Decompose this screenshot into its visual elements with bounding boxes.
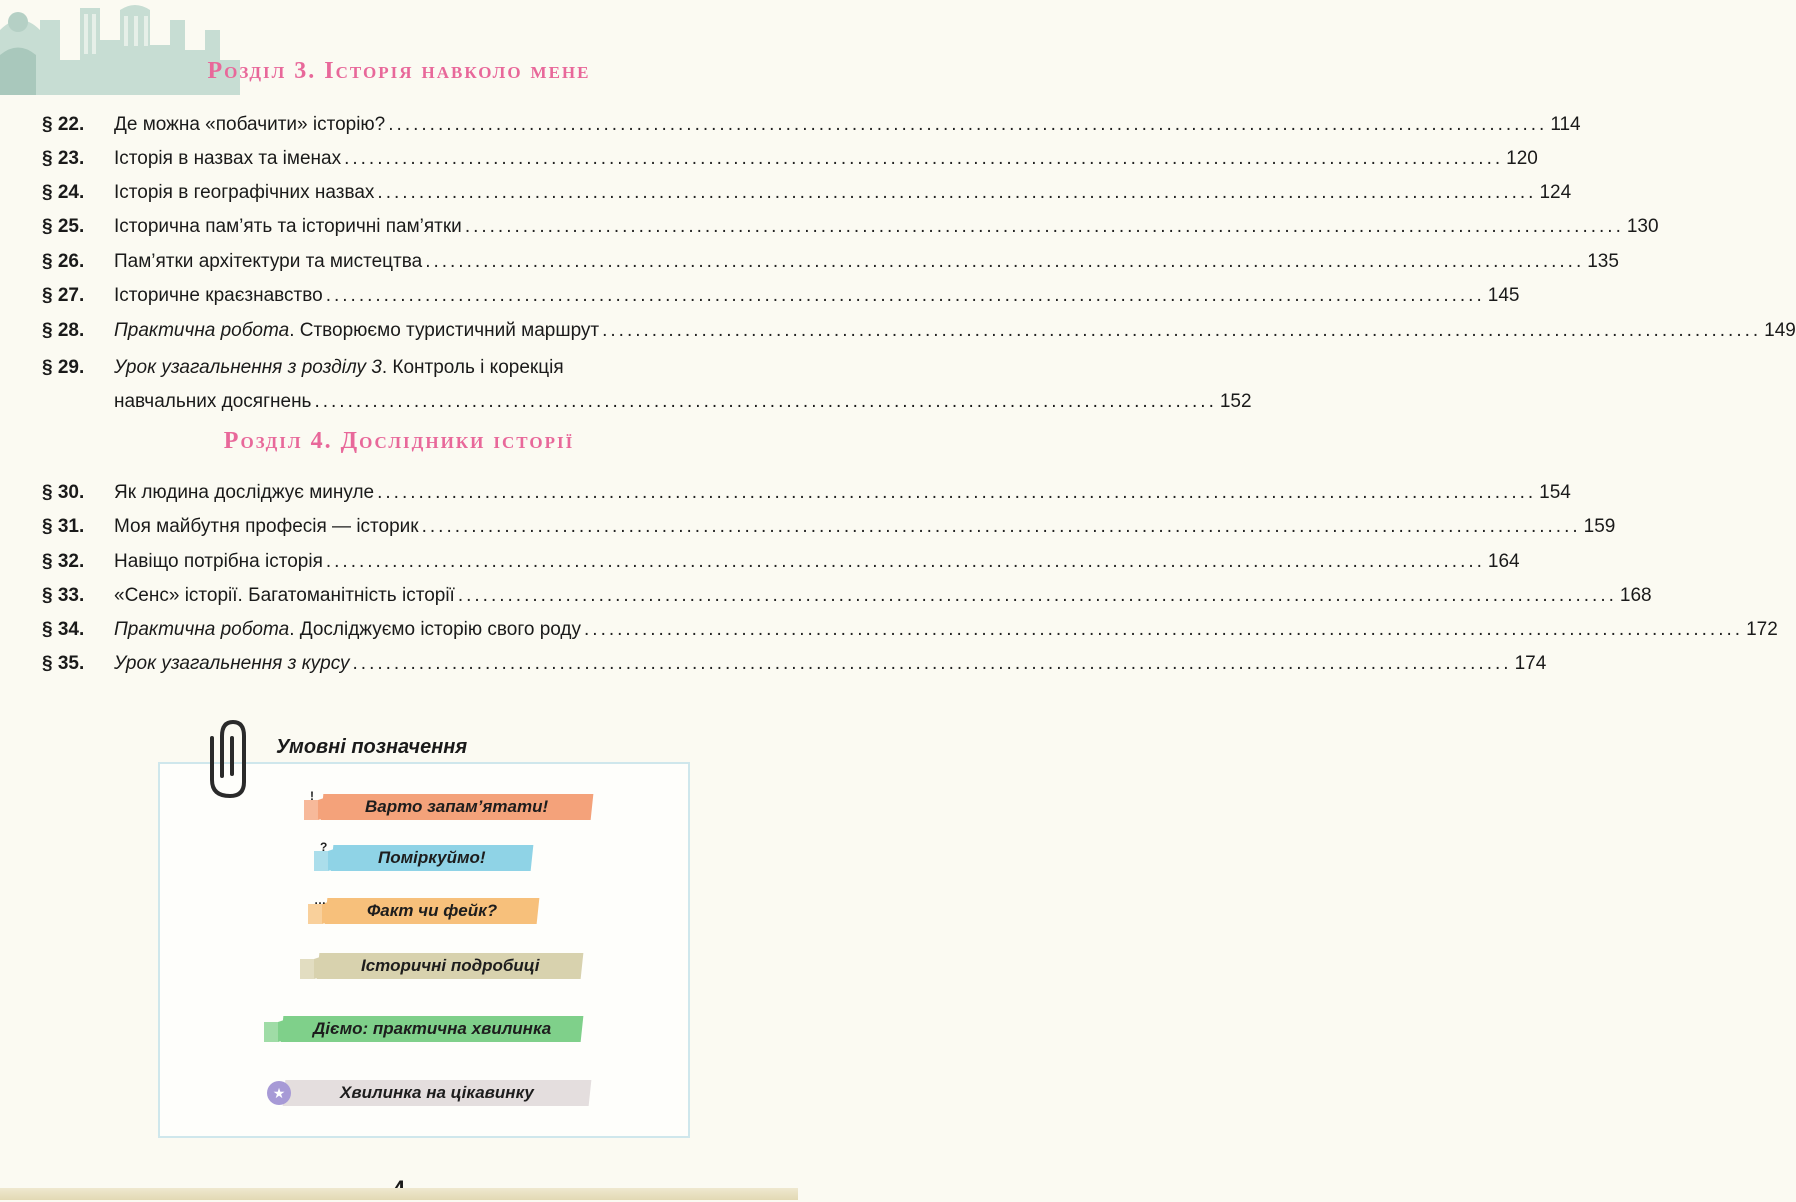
toc-entry-title <box>114 652 350 676</box>
legend-heading: Умовні позначення <box>276 736 468 758</box>
toc-entry-title-italic: Урок узагальнення з курсу <box>114 653 350 674</box>
toc-entry-page: 114 <box>1550 114 1581 135</box>
toc-entry-page: 164 <box>1487 551 1520 572</box>
toc-entry-number: § 31. <box>42 516 85 537</box>
toc-leader-dots: ............................................................................................................................................ <box>464 216 1624 237</box>
toc-leader-dots: ............................................................................................................................................ <box>325 551 1485 572</box>
toc-entry-page: 149 <box>1764 320 1796 341</box>
legend-label-bar <box>331 845 534 871</box>
legend-label-bar <box>283 1080 592 1106</box>
toc-entry-page: 154 <box>1539 482 1571 503</box>
legend-label: Варто запам’ятати! <box>365 797 549 816</box>
legend-label: Поміркуймо! <box>378 848 486 867</box>
toc-entry-page: 145 <box>1487 285 1520 306</box>
toc-entry-title-rest: . Досліджуємо історію свого роду <box>289 619 582 640</box>
star-circle-icon <box>262 1078 296 1108</box>
toc-entry-title: . Контроль і корекція <box>381 357 564 378</box>
legend-label-bar <box>317 953 584 979</box>
legend-label-bar <box>325 898 540 924</box>
legend-label: Факт чи фейк? <box>366 901 498 920</box>
legend-label-bar <box>321 794 594 820</box>
toc-leader-dots: ............................................................................................................. <box>314 391 1217 412</box>
svg-text:?: ? <box>320 840 328 854</box>
toc-entry[interactable] <box>42 618 1778 642</box>
toc-leader-dots: ............................................................................................................................................ <box>377 482 1537 503</box>
toc-entry-number: § 24. <box>42 182 85 203</box>
toc-entry-number: § 34. <box>42 619 85 640</box>
toc-entry-title: Пам’ятки архітектури та мистецтва <box>114 251 423 272</box>
toc-entry-title-rest: . Створюємо туристичний маршрут <box>289 320 600 341</box>
toc-entry-title: Історичне краєзнавство <box>114 285 323 306</box>
toc-entry[interactable] <box>42 181 1572 205</box>
toc-entry-title: Історія в географічних назвах <box>114 182 375 203</box>
legend-label: Історичні подробиці <box>360 956 540 975</box>
toc-entry-page: 174 <box>1514 653 1547 674</box>
legend-label: Діємо: практична хвилинка <box>312 1019 552 1038</box>
toc-entry-number: § 28. <box>42 320 85 341</box>
section-4-title: Розділ 4. Дослідники історії <box>223 428 575 454</box>
toc-entry-title-italic: Урок узагальнення з розділу 3 <box>114 357 382 378</box>
flag-cube-icon <box>296 951 330 981</box>
toc-entry-title: Як людина досліджує минуле <box>114 482 375 503</box>
toc-entry[interactable] <box>42 584 1652 608</box>
toc-entry[interactable] <box>42 515 1616 539</box>
question-cube-icon <box>310 840 344 873</box>
exclamation-cube-icon <box>300 789 334 822</box>
toc-leader-dots: ............................................................................................................................................ <box>421 516 1581 537</box>
toc-entry-title: Історична пам’ять та історичні пам’ятки <box>114 216 462 237</box>
toc-entry[interactable] <box>42 481 1571 505</box>
toc-entry[interactable] <box>42 215 1659 239</box>
legend-item <box>242 1016 582 1042</box>
toc-entry-number: § 22. <box>42 114 85 135</box>
section-3-title: Розділ 3. Історія навколо мене <box>207 58 591 84</box>
toc-entry-number: § 32. <box>42 551 85 572</box>
toc-entry-number: § 35. <box>42 653 85 674</box>
toc-entry[interactable] <box>42 319 1796 343</box>
toc-leader-dots: ............................................................................................................................................ <box>377 182 1537 203</box>
toc-entry-title <box>114 319 599 343</box>
toc-entry-page: 120 <box>1506 148 1538 169</box>
toc-entry[interactable] <box>42 113 1581 137</box>
toc-leader-dots: ............................................................................................................................................ <box>584 619 1744 640</box>
legend-item <box>256 1080 590 1106</box>
toc-entry-title: Навіщо потрібна історія <box>114 551 323 572</box>
toc-entry-title-italic: Практична робота <box>114 619 290 640</box>
toc-leader-dots: ............................................................................................................................................ <box>344 148 1504 169</box>
toc-entry-page: 152 <box>1219 391 1252 412</box>
toc-entry[interactable] <box>42 250 1619 274</box>
toc-entry-number: § 26. <box>42 251 85 272</box>
toc-entry-number: § 25. <box>42 216 85 237</box>
toc-entry-number: § 23. <box>42 148 85 169</box>
toc-entry[interactable] <box>42 550 1520 574</box>
toc-entry[interactable] <box>42 284 1520 308</box>
gear-cube-icon <box>260 1014 294 1044</box>
ellipsis-cube-icon <box>304 893 338 926</box>
legend-item <box>272 789 592 820</box>
toc-entry-title: «Сенс» історії. Багатоманітність історії <box>114 585 455 606</box>
paperclip-icon <box>202 714 264 800</box>
toc-entry-number: § 33. <box>42 585 85 606</box>
legend-item <box>300 840 532 871</box>
toc-entry-29[interactable] <box>42 351 1252 419</box>
toc-entry-page: 130 <box>1626 216 1659 237</box>
toc-entry-title <box>114 618 581 642</box>
toc-leader-dots: ............................................................................................................................................ <box>388 114 1548 135</box>
legend-label: Хвилинка на цікавинку <box>340 1083 534 1102</box>
svg-text:★: ★ <box>272 1085 286 1101</box>
toc-entry-number: § 27. <box>42 285 85 306</box>
toc-entry-title-italic: Практична робота <box>114 320 290 341</box>
toc-leader-dots: ............................................................................................................................................ <box>425 251 1585 272</box>
toc-leader-dots: ............................................................................................................................................ <box>457 585 1617 606</box>
svg-text:!: ! <box>310 789 314 803</box>
toc-entry-page: 135 <box>1587 251 1619 272</box>
toc-entry-title: Де можна «побачити» історію? <box>114 114 386 135</box>
toc-entry-title: Моя майбутня професія — історик <box>114 516 419 537</box>
toc-entry[interactable] <box>42 652 1547 676</box>
toc-entry-page: 172 <box>1746 619 1778 640</box>
toc-leader-dots: ............................................................................................................................................ <box>602 320 1762 341</box>
toc-entry-title: Історія в назвах та іменах <box>114 148 342 169</box>
legend-item <box>262 953 582 979</box>
toc-entry-page: 124 <box>1539 182 1572 203</box>
legend-item <box>298 893 538 924</box>
toc-leader-dots: ............................................................................................................................................ <box>325 285 1485 306</box>
toc-entry-title-line2: навчальних досягнень <box>114 391 312 412</box>
toc-leader-dots: ............................................................................................................................................ <box>352 653 1512 674</box>
toc-entry-number: § 30. <box>42 482 85 503</box>
toc-entry-number: § 29. <box>42 357 85 378</box>
bottom-decoration <box>0 1188 798 1200</box>
svg-text:…: … <box>314 893 326 907</box>
toc-entry[interactable] <box>42 147 1538 171</box>
legend-label-bar <box>281 1016 584 1042</box>
toc-entry-page: 168 <box>1619 585 1652 606</box>
toc-entry-page: 159 <box>1583 516 1616 537</box>
